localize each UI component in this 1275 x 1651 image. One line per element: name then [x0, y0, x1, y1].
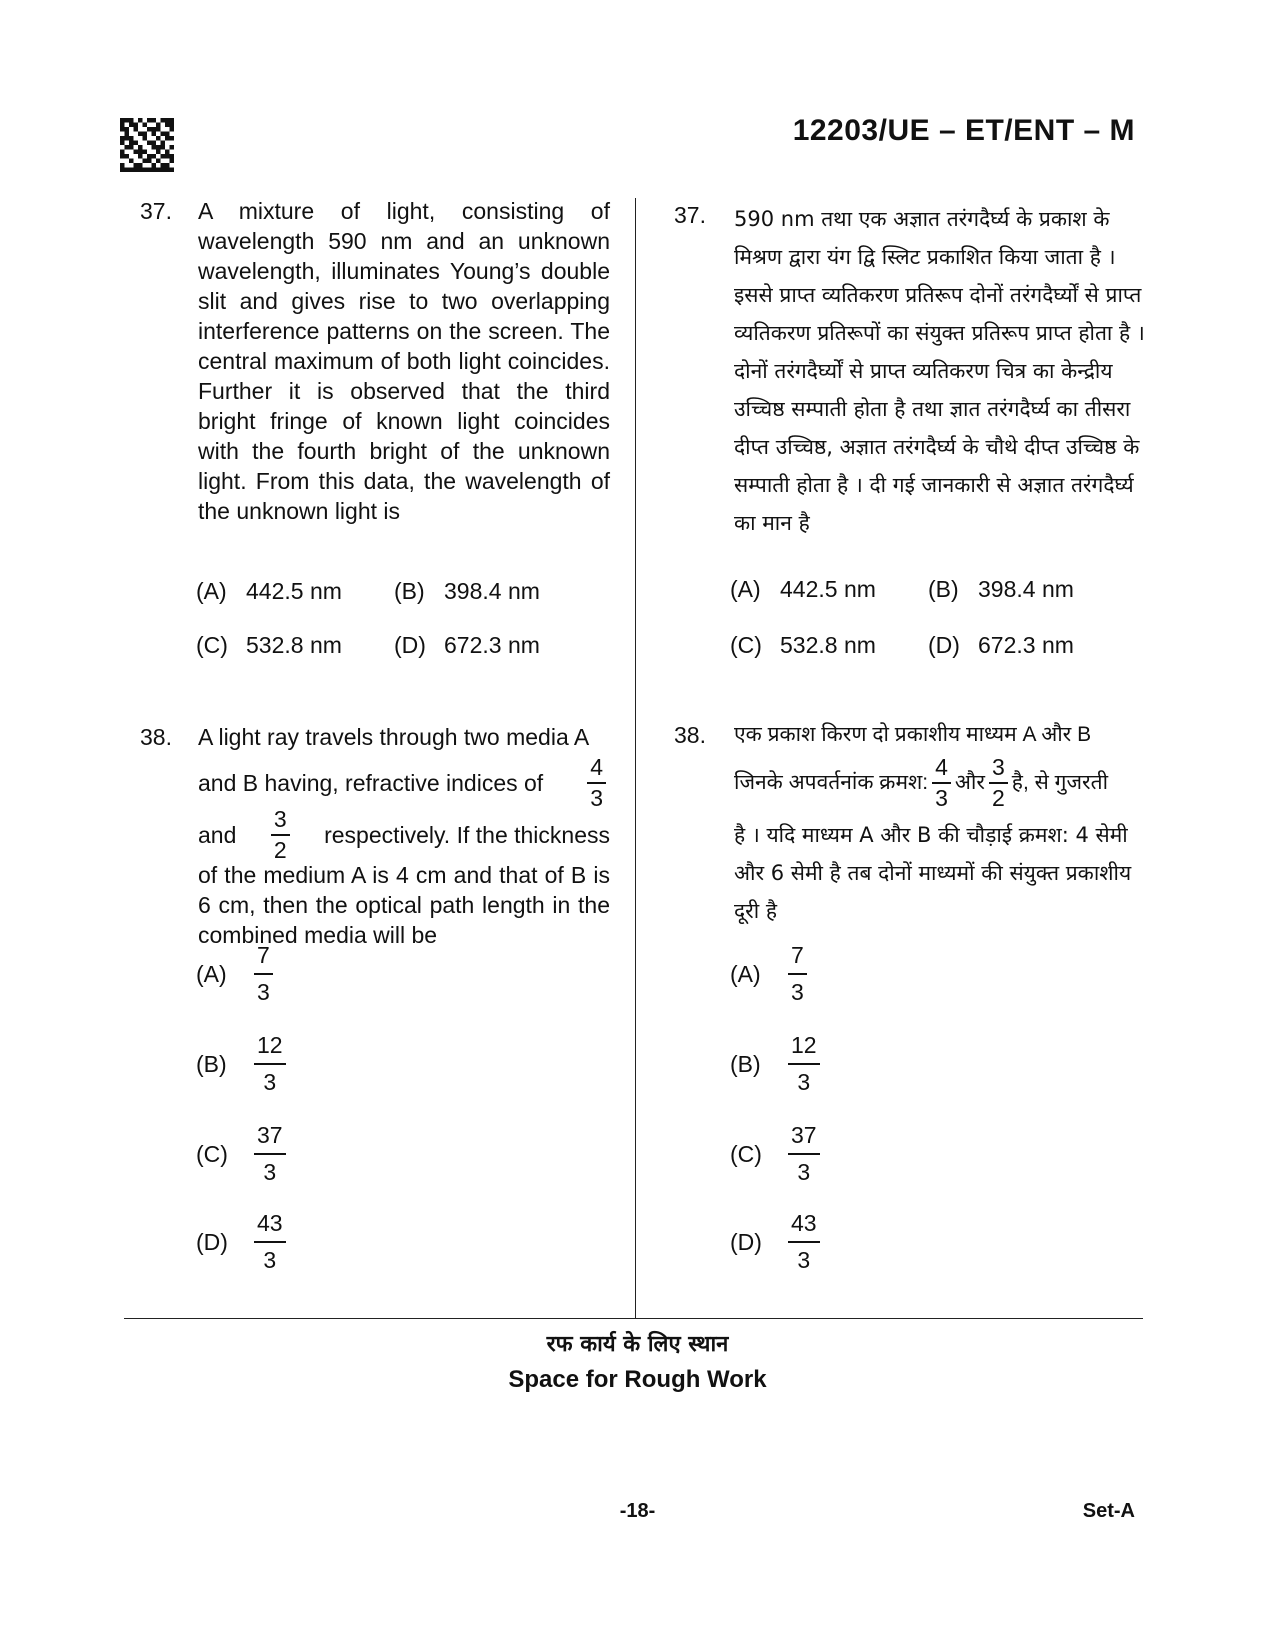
question-line-2: and B having, refractive indices of $\frac{4}{3}$	[198, 756, 610, 810]
fraction: $\frac{7}{3}$	[788, 944, 807, 1004]
question-line-1: एक प्रकाश किरण दो प्रकाशीय माध्यम A और B	[734, 723, 1092, 746]
fraction: $\frac{12}{3}$	[254, 1034, 286, 1094]
fraction: $\frac{37}{3}$	[254, 1124, 286, 1184]
page-number: -18-	[619, 1500, 656, 1522]
question-line-1: A light ray travels through two media A	[198, 724, 590, 750]
option-b[interactable]: (B) 398.4 nm	[928, 576, 1074, 602]
question-number: 38.	[140, 724, 172, 750]
fraction: $\frac{43}{3}$	[254, 1212, 286, 1272]
refractive-index-b: $\frac{3}{2}$	[271, 808, 290, 862]
question-line-3: and $\frac{3}{2}$ respectively. If the thickness	[198, 806, 610, 863]
q38-en-option-a[interactable]: (A) $\frac{7}{3}$	[196, 944, 277, 1004]
question-number: 37.	[674, 202, 706, 228]
question-text: A mixture of light, consisting of wavelength 590 nm and an unknown wavelength, illuminates Young’s double slit and gives rise to two overlapping interference patterns on the screen. The central maximum of both light coincides. Further it is observed that the third bright fringe of known light coincides with the fourth bright of the unknown light. From this data, the wavelength of the unknown light is	[198, 198, 610, 524]
paper-code: 12203/UE – ET/ENT – M	[792, 114, 1135, 147]
q38-hi-option-c[interactable]: (C) $\frac{37}{3}$	[730, 1124, 824, 1184]
q38-hi-option-b[interactable]: (B) $\frac{12}{3}$	[730, 1034, 824, 1094]
fraction: $\frac{7}{3}$	[254, 944, 273, 1004]
question-number: 37.	[140, 198, 172, 224]
question-number: 38.	[674, 722, 706, 748]
option-a[interactable]: (A) 442.5 nm	[730, 576, 876, 602]
column-divider	[635, 198, 636, 1318]
question-text-rest: है । यदि माध्यम A और B की चौड़ाई क्रमश: 4 सेमी और 6 सेमी है तब दोनों माध्यमों की संयुक्त प्रकाशीय दूरी है	[734, 823, 1132, 923]
refractive-index-b: $\frac{3}{2}$	[989, 756, 1008, 810]
q38-en-option-d[interactable]: (D) $\frac{43}{3}$	[196, 1212, 290, 1272]
option-d[interactable]: (D) 672.3 nm	[928, 632, 1074, 658]
fraction: $\frac{37}{3}$	[788, 1124, 820, 1184]
question-text: 590 nm तथा एक अज्ञात तरंगदैर्घ्य के प्रकाश के मिश्रण द्वारा यंग द्वि स्लिट प्रकाशित किया जाता है । इससे प्राप्त व्यतिकरण प्रतिरूप दोनों तरंगदैर्घ्यों से प्राप्त व्यतिकरण प्रतिरूपों का संयुक्त प्रतिरूप प्राप्त होता है । दोनों तरंगदैर्घ्यों से प्राप्त व्यतिकरण चित्र का केन्द्रीय उच्चिष्ठ सम्पाती होता है तथा ज्ञात तरंगदैर्घ्य का तीसरा दीप्त उच्चिष्ठ, अज्ञात तरंगदैर्घ्य के चौथे दीप्त उच्चिष्ठ के सम्पाती होता है । दी गई जानकारी से अज्ञात तरंगदैर्घ्य का मान है	[734, 207, 1145, 535]
question-line-2: जिनके अपवर्तनांक क्रमश: $\frac{4}{3}$ और $\frac{3}{2}$ है, से गुजरती	[734, 754, 1109, 811]
option-a[interactable]: (A) 442.5 nm	[196, 578, 342, 604]
refractive-index-a: $\frac{4}{3}$	[932, 756, 951, 810]
refractive-index-a: $\frac{4}{3}$	[587, 756, 606, 810]
qr-code-icon	[120, 118, 174, 172]
fraction: $\frac{12}{3}$	[788, 1034, 820, 1094]
option-d[interactable]: (D) 672.3 nm	[394, 632, 540, 658]
option-c[interactable]: (C) 532.8 nm	[730, 632, 876, 658]
rough-work-heading-hi: रफ कार्य के लिए स्थान	[546, 1332, 729, 1357]
q38-en-option-b[interactable]: (B) $\frac{12}{3}$	[196, 1034, 290, 1094]
set-label: Set-A	[1082, 1500, 1135, 1522]
option-c[interactable]: (C) 532.8 nm	[196, 632, 342, 658]
rough-work-heading-en: Space for Rough Work	[508, 1366, 767, 1393]
question-text-rest: of the medium A is 4 cm and that of B is 6 cm, then the optical path length in the combined media will be	[198, 862, 610, 948]
option-b[interactable]: (B) 398.4 nm	[394, 578, 540, 604]
q38-hi-option-a[interactable]: (A) $\frac{7}{3}$	[730, 944, 811, 1004]
fraction: $\frac{43}{3}$	[788, 1212, 820, 1272]
q38-en-option-c[interactable]: (C) $\frac{37}{3}$	[196, 1124, 290, 1184]
q38-hi-option-d[interactable]: (D) $\frac{43}{3}$	[730, 1212, 824, 1272]
rough-work-divider	[124, 1318, 1143, 1319]
